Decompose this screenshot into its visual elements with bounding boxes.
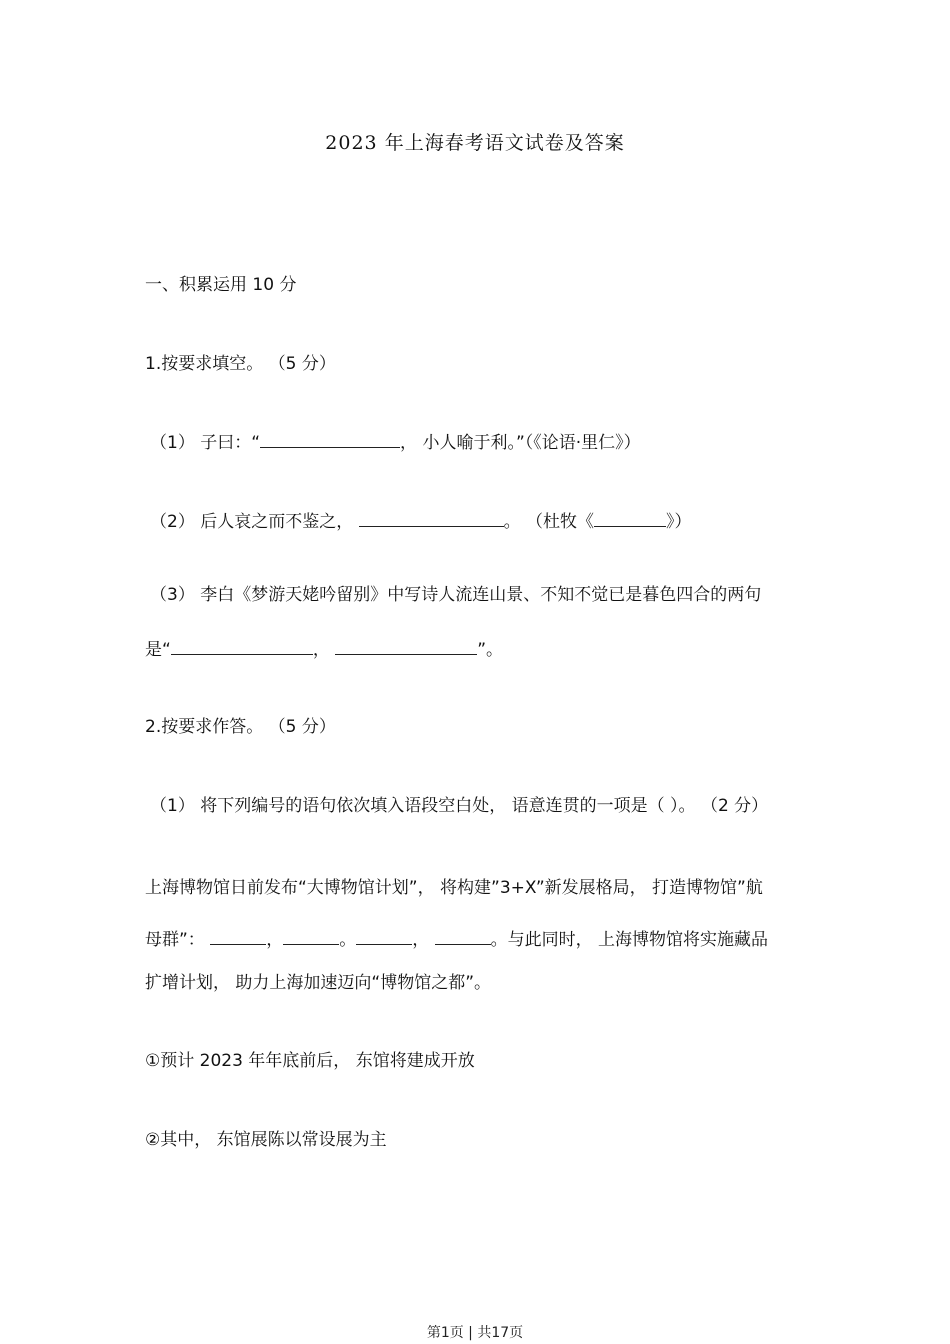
answer-blank[interactable] (210, 926, 266, 945)
question-1-item-2 (150, 508, 692, 535)
item-text-post: 》） (666, 512, 692, 532)
passage-line-2 (145, 926, 768, 953)
item-number: （2） (150, 512, 195, 532)
item-text-pre: 后人哀之而不鉴之， (200, 512, 354, 532)
answer-blank[interactable] (435, 926, 491, 945)
question-1-heading: 1.按要求填空。 （5 分） (145, 354, 336, 374)
answer-blank[interactable] (359, 508, 504, 527)
question-1-item-3 (150, 582, 761, 608)
page-footer: 第1页 | 共17页 (426, 1325, 524, 1341)
page-title: 2023 年上海春考语文试卷及答案 (325, 132, 625, 154)
item-text-mid: 。 （杜牧《 (503, 512, 595, 532)
option-2: ②其中， 东馆展陈以常设展为主 (145, 1130, 387, 1150)
option-1: ①预计 2023 年年底前后， 东馆将建成开放 (145, 1051, 475, 1071)
question-1-item-3-continuation (145, 636, 503, 663)
answer-blank[interactable] (335, 636, 477, 655)
passage-line-1: 上海博物馆日前发布“大博物馆计划”， 将构建”3+X”新发展格局， 打造博物馆”航 (145, 878, 763, 898)
item-text: 李白《梦游天姥吟留别》中写诗人流连山景、不知不觉已是暮色四合的两句 (200, 585, 762, 605)
question-2-item-1 (150, 793, 768, 819)
passage-text-pre: 母群”： (145, 930, 205, 950)
item-text: 将下列编号的语句依次填入语段空白处， 语意连贯的一项是（ ）。 （2 分） (200, 796, 769, 816)
item-text-pre: 子曰：“ (200, 433, 261, 453)
answer-blank[interactable] (260, 429, 400, 448)
section-heading: 一、积累运用 10 分 (145, 275, 297, 295)
answer-blank[interactable] (594, 508, 666, 527)
question-1-item-1 (150, 429, 641, 456)
answer-blank[interactable] (283, 926, 339, 945)
item-text-post: ”。 (477, 640, 504, 660)
item-number: （1） (150, 433, 195, 453)
item-number: （1） (150, 796, 195, 816)
answer-blank[interactable] (171, 636, 313, 655)
item-number: （3） (150, 585, 195, 605)
passage-separator: ， (412, 930, 430, 950)
item-text-pre: 是“ (145, 640, 171, 660)
answer-blank[interactable] (356, 926, 412, 945)
passage-text-post: 。与此同时， 上海博物馆将实施藏品 (490, 930, 769, 950)
passage-separator: ， (266, 930, 284, 950)
question-2-heading: 2.按要求作答。 （5 分） (145, 717, 336, 737)
item-separator: ， (312, 640, 330, 660)
passage-separator: 。 (339, 930, 357, 950)
passage-line-3: 扩增计划， 助力上海加速迈向“博物馆之都”。 (145, 973, 492, 993)
item-text-post: ， 小人喻于利。”（《论语·里仁》） (400, 433, 641, 453)
